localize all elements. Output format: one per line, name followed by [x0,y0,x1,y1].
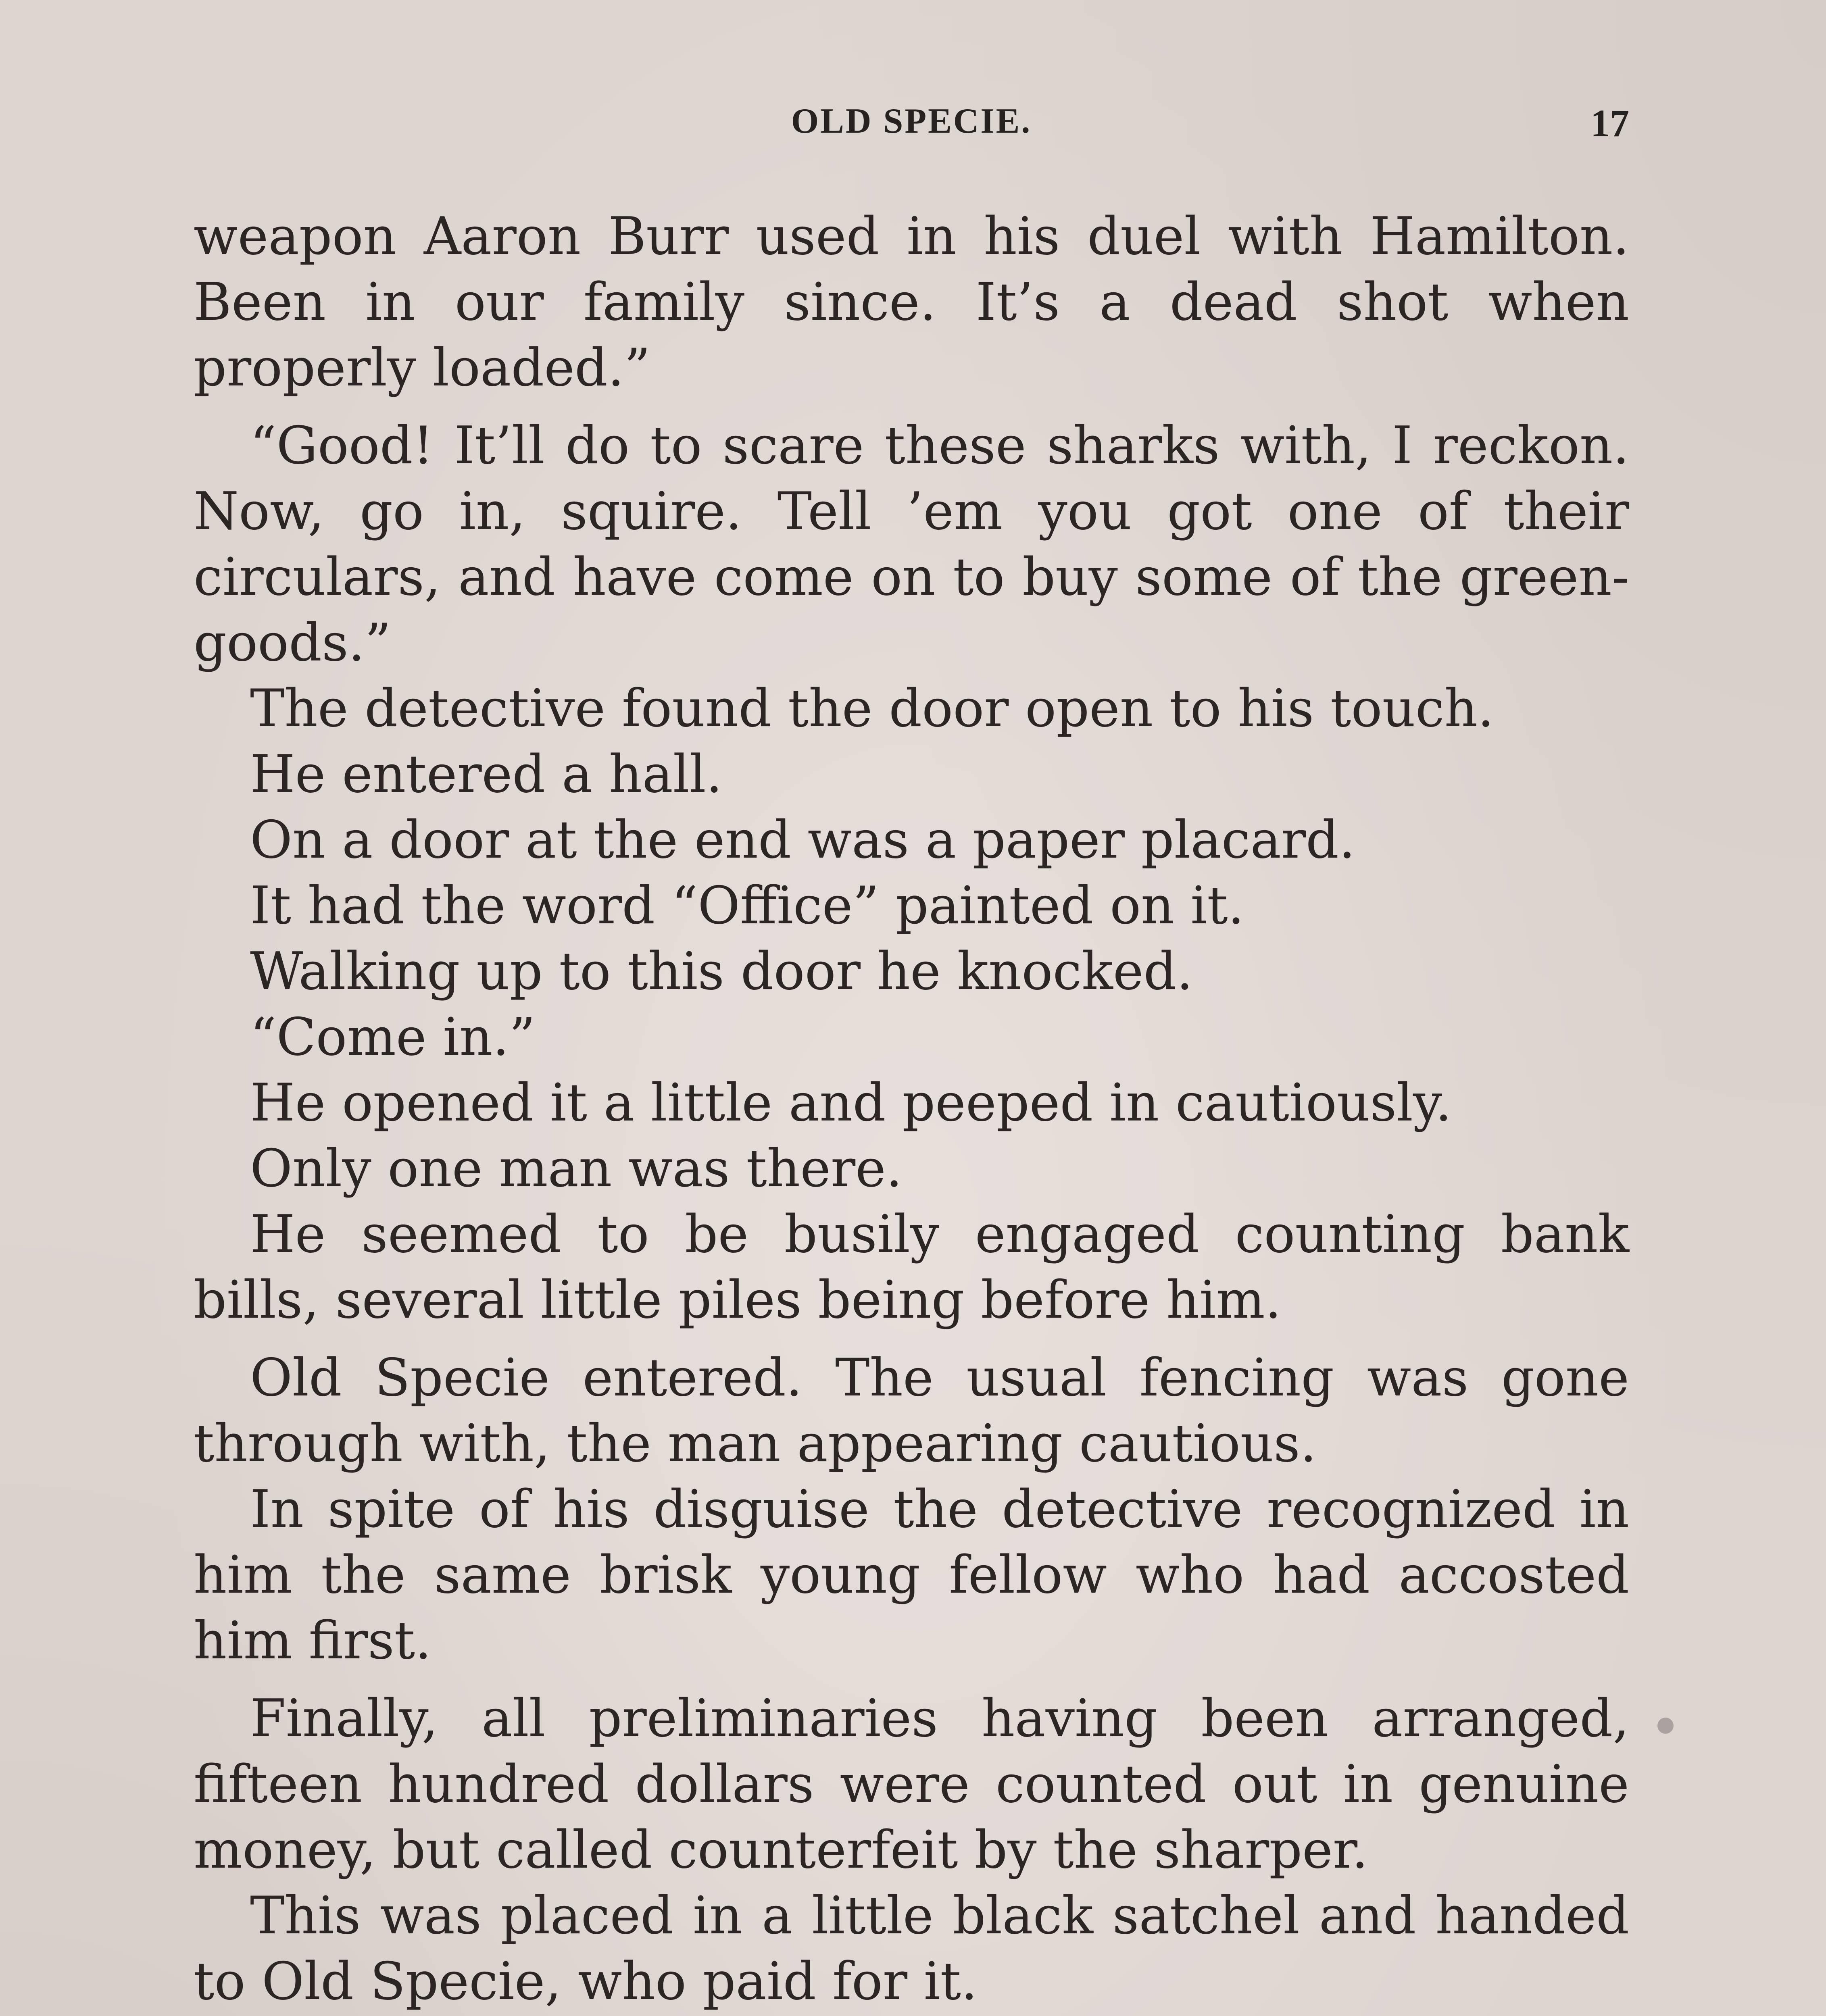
paragraph: He entered a hall. [250,744,723,804]
paragraph: On a door at the end was a paper placard. [250,810,1355,870]
paragraph: weapon Aaron Burr used in his duel with Hamilton. Been in our family since. It’s a dead shot when properly loaded.” [194,206,1629,398]
book-page [194,101,1629,2016]
paragraph: He seemed to be busily engaged counting bank bills, several little piles being before him. [194,1204,1629,1330]
paragraph: In spite of his disguise the detective recognized in him the same brisk young fellow who had accosted him first. [194,1479,1629,1671]
body-text [194,204,1629,2016]
paragraph: This was placed in a little black satchel and handed to Old Specie, who paid for it. [194,1886,1629,2012]
paragraph: It had the word “Office” painted on it. [250,876,1244,936]
paragraph: “Good! It’ll do to scare these sharks with, I reckon. Now, go in, squire. Tell ’em you got one of their circulars, and have come on to buy some of the green-goods.” [194,416,1629,673]
running-head [194,101,1629,157]
page-number: 17 [1590,102,1629,145]
paragraph: He opened it a little and peeped in cautiously. [250,1073,1452,1133]
paragraph: Only one man was there. [250,1139,903,1199]
paragraph: Finally, all preliminaries having been arranged, fifteen hundred dollars were counted out in genuine money, but called counterfeit by the sharper. [194,1689,1629,1880]
paragraph: Old Specie entered. The usual fencing was gone through with, the man appearing cautious. [194,1348,1629,1474]
paragraph: “Come in.” [250,1007,536,1067]
paragraph: The detective found the door open to his touch. [250,679,1494,739]
paragraph: Walking up to this door he knocked. [250,941,1193,1002]
running-title: OLD SPECIE. [791,102,1032,141]
paper-stain [1657,1718,1674,1734]
